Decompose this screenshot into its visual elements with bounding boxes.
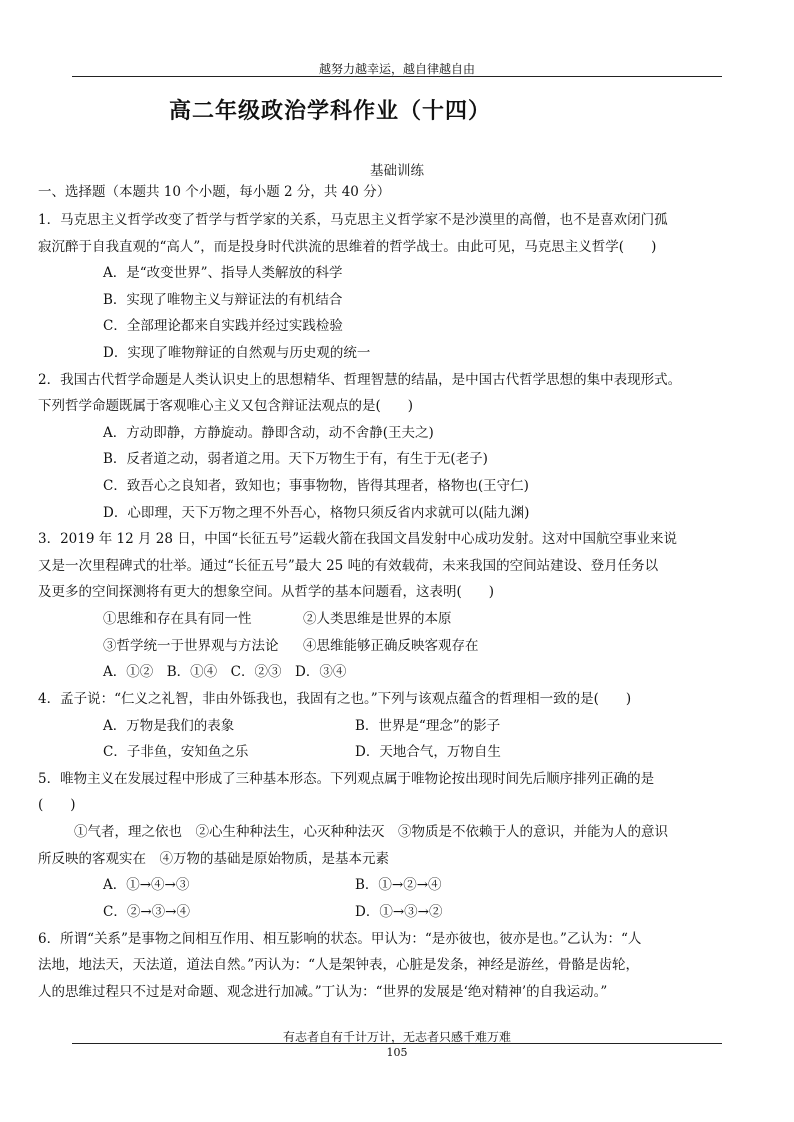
q5-option-c: C．②→③→④ (103, 904, 190, 920)
q5-stem-line: 5．唯物主义在发展过程中形成了三种基本形态。下列观点属于唯物论按出现时间先后顺序排列正确的是 (38, 771, 655, 787)
q3-statement-3: ③哲学统一于世界观与方法论 (103, 638, 279, 654)
q5-stem-line: ( ) (38, 797, 76, 813)
q4-stem-line: 4．孟子说：“仁义之礼智，非由外铄我也，我固有之也。”下列与该观点蕴含的哲理相一致的是( ) (38, 691, 632, 707)
section-heading: 一、选择题（本题共 10 个小题，每小题 2 分，共 40 分） (38, 184, 391, 200)
q6-stem-line: 法地，地法天，天法道，道法自然。”丙认为：“人是架钟表，心脏是发条，神经是游丝，骨骼是齿轮， (38, 957, 640, 973)
q2-option-d: D．心即理，天下万物之理不外吾心，格物只须反省内求就可以(陆九渊) (103, 505, 530, 521)
q1-option-a: A．是“改变世界”、指导人类解放的科学 (103, 265, 343, 281)
page-number: 105 (386, 1046, 408, 1059)
q1-option-d: D．实现了唯物辩证的自然观与历史观的统一 (103, 345, 371, 361)
q5-statements-line: ①气者，理之依也 ②心生种种法生，心灭种种法灭 ③物质是不依赖于人的意识，并能为人的意识 (74, 824, 668, 840)
q3-stem-line: 3．2019 年 12 月 28 日，中国“长征五号”运载火箭在我国文昌发射中心成功发射。这对中国航空事业来说 (38, 531, 678, 547)
q3-statement-2: ②人类思维是世界的本原 (303, 611, 452, 627)
q5-option-b: B．①→②→④ (355, 877, 442, 893)
q1-option-b: B．实现了唯物主义与辩证法的有机结合 (103, 292, 343, 308)
q6-stem-line: 6．所谓“关系”是事物之间相互作用、相互影响的状态。甲认为：“是亦彼也，彼亦是也。”乙认为：“人 (38, 931, 642, 947)
q1-stem-line: 寂沉醉于自我直观的“高人”，而是投身时代洪流的思维着的哲学战士。由此可见，马克思主义哲学( ) (38, 239, 657, 255)
q4-option-b: B．世界是“理念”的影子 (355, 718, 501, 734)
q1-stem-line: 1．马克思主义哲学改变了哲学与哲学家的关系，马克思主义哲学家不是沙漠里的高僧，也不是喜欢闭门孤 (38, 212, 668, 228)
q4-option-a: A．万物是我们的表象 (103, 718, 235, 734)
page-title: 高二年级政治学科作业（十四） (168, 98, 491, 124)
header-divider (72, 76, 722, 77)
q3-stem-line: 又是一次里程碑式的壮举。通过“长征五号”最大 25 吨的有效载荷，未来我国的空间站建设、登月任务以 (38, 558, 659, 574)
section-subtitle: 基础训练 (370, 163, 424, 179)
q3-choices: A．①② B．①④ C．②③ D．③④ (103, 664, 347, 680)
q2-stem-line: 下列哲学命题既属于客观唯心主义又包含辩证法观点的是( ) (38, 398, 414, 414)
q2-option-c: C．致吾心之良知者，致知也；事事物物，皆得其理者，格物也(王守仁) (103, 478, 529, 494)
q3-statement-1: ①思维和存在具有同一性 (103, 611, 252, 627)
footer-divider (72, 1043, 722, 1044)
q3-stem-line: 及更多的空间探测将有更大的想象空间。从哲学的基本问题看，这表明( ) (38, 584, 495, 600)
q2-option-a: A．方动即静，方静旋动。静即含动，动不舍静(王夫之) (103, 425, 434, 441)
q6-stem-line: 人的思维过程只不过是对命题、观念进行加减。”丁认为：“世界的发展是‘绝对精神’的自我运动。” (38, 984, 608, 1000)
q5-option-a: A．①→④→③ (103, 877, 190, 893)
header-motto: 越努力越幸运，越自律越自由 (318, 62, 475, 76)
q3-statement-4: ④思维能够正确反映客观存在 (303, 638, 479, 654)
q2-stem-line: 2．我国古代哲学命题是人类认识史上的思想精华、哲理智慧的结晶，是中国古代哲学思想的集中表现形式。 (38, 372, 682, 388)
q4-option-d: D．天地合气，万物自生 (355, 744, 501, 760)
q5-statements-line: 所反映的客观实在 ④万物的基础是原始物质，是基本元素 (38, 851, 389, 867)
q5-option-d: D．①→③→② (355, 904, 443, 920)
q4-option-c: C．子非鱼，安知鱼之乐 (103, 744, 249, 760)
q1-option-c: C．全部理论都来自实践并经过实践检验 (103, 318, 343, 334)
q2-option-b: B．反者道之动，弱者道之用。天下万物生于有，有生于无(老子) (103, 451, 488, 467)
footer-motto: 有志者自有千计万计，无志者只感千难万难 (282, 1030, 511, 1044)
